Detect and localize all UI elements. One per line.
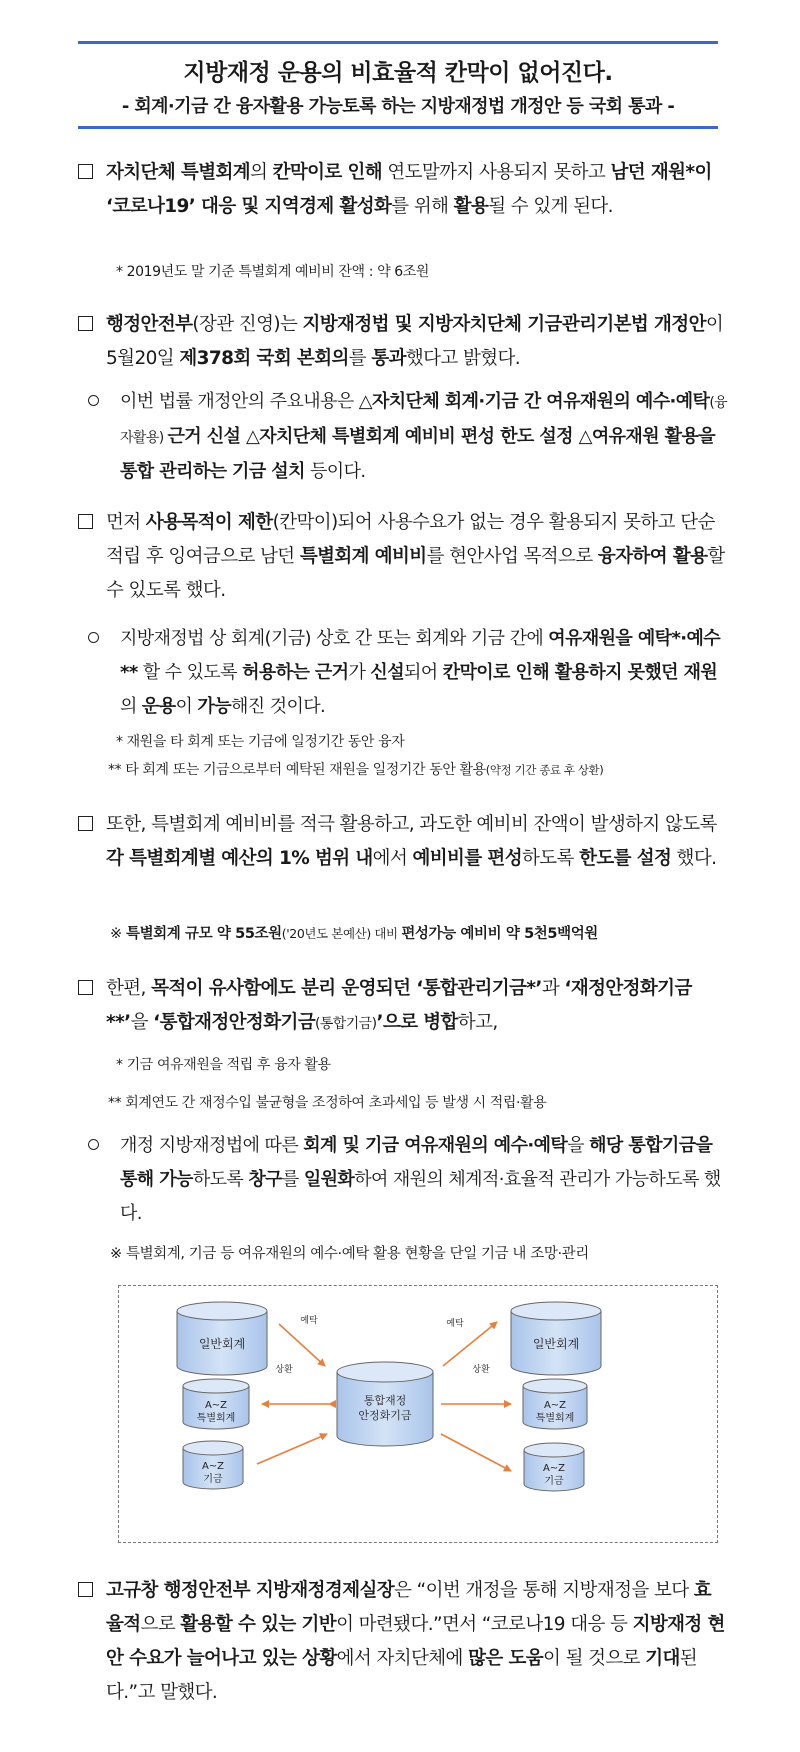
text-bold: 한도를 설정 [579,848,672,869]
repay-label-left: 상환 [275,1365,293,1375]
arrow-left-general-to-center [279,1324,325,1366]
square-bullet-icon [78,1574,93,1608]
page-subtitle: - 회계·기금 간 융자활용 가능토록 하는 지방재정법 개정안 등 국회 통과 - [121,96,675,117]
text-bold: 각 특별회계별 예산의 1% 범위 내 [106,848,373,869]
cylinder-left-special [183,1379,249,1429]
text-bold: 행정안전부 [106,314,193,335]
text: 된다.”고 말했다. [106,1648,698,1703]
text-bold: 이 ‘코로나19’ 대응 및 지역경제 활성화 [106,162,712,217]
text-bold: 활용 [453,196,489,217]
footnote-3b [108,760,603,780]
text: 개정 지방재정법에 따른 [120,1135,304,1156]
text: 해진 것이다. [231,696,326,717]
text: 과 [541,978,565,999]
text: 먼저 [106,512,146,533]
center-label-2: 안정화기금 [358,1409,412,1422]
text: 에서 [372,848,413,869]
text-bold: 가능 [197,696,231,717]
text: 를 [348,348,372,369]
right-fund-label-1: A~Z [542,1463,566,1474]
right-fund-label-2: 기금 [544,1476,564,1487]
text-bold: 고규창 행정안전부 지방재정경제실장 [106,1580,395,1601]
text: ※ [110,926,126,942]
footnote-1: * 2019년도 말 기준 특별회계 예비비 잔액 : 약 6조원 [116,264,430,280]
text: 의 [250,162,273,183]
text: 의 [120,696,142,717]
repay-label-right: 상환 [472,1365,490,1375]
text-bold: 많은 도움 [468,1648,544,1669]
text: 등이다. [304,461,366,482]
text-bold: 운용 [141,696,176,717]
text: 할 수 있도록 했다. [106,546,725,601]
text-bold: 남던 재원* [610,162,695,183]
text: 하도록 [521,848,580,869]
text: 한편, [106,978,152,999]
text: 했다고 밝혔다. [405,348,521,369]
footnote-3a: * 재원을 타 회계 또는 기금에 일정기간 동안 융자 [116,734,405,750]
text: 으로 [140,1614,181,1635]
text-small: (약정 기간 종료 후 상환) [485,763,604,777]
text-bold: 제378회 국회 본회의 [179,348,349,369]
text-bold: △자치단체 회계·기금 간 여유재원의 예수·예탁 [358,391,710,412]
paragraph-3 [78,506,728,608]
text-bold: 창구 [248,1169,282,1190]
text: 를 [281,1169,304,1190]
paragraph-1 [78,156,728,224]
text-bold: 효율적 [106,1580,712,1635]
text-bold: 지방재정법 및 지방자치단체 기금관리기본법 개정안 [302,314,706,335]
text-bold: ‘재정안정화기금**’ [106,978,692,1033]
text-bold: 융자하여 활용 [597,546,708,567]
text-small: (통합기금) [315,1016,377,1032]
sub-paragraph-2 [88,385,728,489]
right-special-label-2: 특별회계 [535,1413,575,1424]
text: 되어 [403,662,443,683]
cylinder-center-integrated-fund [337,1362,433,1446]
text: 가 [348,662,371,683]
paragraph-2 [78,308,728,376]
fund-flow-svg [119,1286,717,1542]
left-fund-label-2: 기금 [203,1474,223,1485]
deposit-label-right: 예탁 [446,1319,464,1329]
text-bold: 사용목적이 제한 [145,512,273,533]
text: 연도말까지 사용되지 못하고 [382,162,611,183]
text-bold: 통과 [371,348,406,369]
text-bold: 신설 [370,662,404,683]
sub-paragraph-5 [88,1129,728,1231]
text: 하여 재원의 체계적·효율적 관리가 가능하도록 했다. [120,1169,721,1224]
text-bold: 예비비를 편성 [412,848,522,869]
center-label-1: 통합재정 [363,1394,407,1407]
text-small: ('20년도 본예산) 대비 [281,926,402,941]
square-bullet-icon [78,308,93,342]
text: 에서 자치단체에 [336,1648,469,1669]
footnote-5b: ** 회계연도 간 재정수입 불균형을 조정하여 초과세입 등 발생 시 적립·활용 [108,1095,547,1111]
text: 이번 법률 개정안의 주요내용은 [120,391,359,412]
text: 을 [130,1012,154,1033]
text: 이 [175,696,198,717]
paragraph-5 [78,972,728,1041]
sub-paragraph-3 [88,622,728,724]
footnote-5a: * 기금 여유재원을 적립 후 융자 활용 [116,1057,331,1073]
text: 하고, [457,1012,498,1033]
text: 또한, 특별회계 예비비를 적극 활용하고, 과도한 예비비 잔액이 발생하지 않도록 [106,814,717,835]
paragraph-6 [78,1574,728,1710]
cylinder-right-general [511,1302,601,1375]
cylinder-left-general [177,1302,267,1375]
circle-bullet-icon [88,385,99,419]
title-bottom-rule [78,126,718,129]
arrow-center-to-right-fund [441,1434,511,1471]
square-bullet-icon [78,972,93,1006]
left-fund-label-1: A~Z [201,1461,225,1472]
square-bullet-icon [78,506,93,540]
arrow-left-fund-to-center [257,1434,327,1464]
circle-bullet-icon [88,1129,99,1163]
text: 이 5월20일 [106,314,724,369]
text-bold: 기대 [645,1648,680,1669]
cylinder-right-fund [524,1443,584,1491]
text: 하도록 [192,1169,249,1190]
text-bold: 칸막이로 인해 활용하지 못했던 재원 [442,662,718,683]
right-general-label: 일반회계 [532,1337,580,1351]
text-bold: 일원화 [303,1169,355,1190]
text-bold: 회계 및 기금 여유재원의 예수·예탁 [303,1135,568,1156]
text-small: (융자활용) [120,395,728,446]
text: 될 수 있게 된다. [488,196,613,217]
text: 했다. [671,848,717,869]
title-top-rule [78,41,718,44]
footnote-4 [110,924,598,944]
text-bold: 칸막이로 인해 [272,162,383,183]
text-bold: 지방재정 현안 수요가 늘어나고 있는 상황 [106,1614,725,1669]
cylinder-right-special [523,1379,587,1429]
page-title: 지방재정 운용의 비효율적 칸막이 없어진다. [183,60,613,86]
text-bold: 허용하는 근거 [242,662,349,683]
circle-bullet-icon [88,622,99,656]
text-bold: 해당 통합기금을 통해 가능 [120,1135,713,1190]
square-bullet-icon [78,808,93,842]
text: 을 [567,1135,590,1156]
right-special-label-1: A~Z [543,1400,567,1411]
square-bullet-icon [78,156,93,190]
fund-flow-diagram [118,1285,718,1543]
text-bold: 목적이 유사함에도 분리 운영되던 ‘통합관리기금*’ [151,978,542,999]
text-bold: 여유재원을 예탁*·예수** [120,628,721,683]
text-bold: 근거 신설 △자치단체 특별회계 예비비 편성 한도 설정 △여유재원 활용을 통합 관리하는 기금 설치 [120,426,716,482]
cylinder-left-fund [183,1441,243,1489]
left-special-label-1: A~Z [204,1400,228,1411]
text: ** 타 회계 또는 기금으로부터 예탁된 재원을 일정기간 동안 활용 [108,762,486,778]
text: 은 “이번 개정을 통해 지방재정을 보다 [394,1580,694,1601]
text: 지방재정법 상 회계(기금) 상호 간 또는 회계와 기금 간에 [120,628,549,649]
text-bold: 편성가능 예비비 약 5천5백억원 [401,926,598,942]
text: 할 수 있도록 [137,662,243,683]
footnote-5c: ※ 특별회계, 기금 등 여유재원의 예수·예탁 활용 현황을 단일 기금 내 조망·관리 [110,1246,589,1262]
text: 이 마련됐다.”면서 “코로나19 대응 등 [336,1614,633,1635]
deposit-label-left: 예탁 [300,1316,318,1326]
text: 이 될 것으로 [543,1648,646,1669]
text: (칸막이)되어 사용수요가 없는 경우 활용되지 못하고 단순 적립 후 잉여금으로 남던 [106,512,715,567]
text: 를 위해 [391,196,454,217]
text-bold: ‘통합재정안정화기금 [153,1012,316,1033]
text-bold: 특별회계 규모 약 55조원 [125,926,282,942]
text: (장관 진영)는 [192,314,303,335]
left-special-label-2: 특별회계 [196,1413,236,1424]
text-bold: ’으로 병합 [376,1012,458,1033]
left-general-label: 일반회계 [198,1337,246,1351]
text-bold: 특별회계 예비비 [299,546,427,567]
text-bold: 활용할 수 있는 기반 [180,1614,337,1635]
text: 를 현안사업 목적으로 [426,546,598,567]
text-bold: 자치단체 특별회계 [106,162,251,183]
paragraph-4 [78,808,728,876]
